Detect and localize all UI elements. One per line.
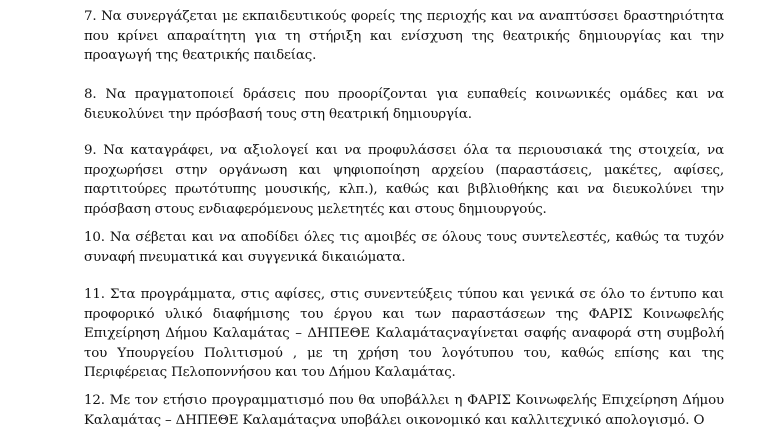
paragraph-item-12: 12. Με τον ετήσιο προγραμματισμό που θα υποβάλλει η ΦΑΡΙΣ Κοινωφελής Επιχείρηση Δήμου Καλαμάτας – ΔΗΠΕΘΕ Καλαμάταςνα υποβάλει οικονομικό και καλλιτεχνικό απολογισμό. Ο bbox=[84, 393, 724, 428]
paragraph-item-8: 8. Να πραγματοποιεί δράσεις που προορίζονται για ευπαθείς κοινωνικές ομάδες και να διευκολύνει την πρόσβασή τους στη θεατρική δημιουργία. bbox=[84, 87, 724, 122]
paragraph-item-9: 9. Να καταγράφει, να αξιολογεί και να προφυλάσσει όλα τα περιουσιακά της στοιχεία, να προχωρήσει στην οργάνωση και ψηφιοποίηση αρχείου (παραστάσεις, μακέτες, αφίσες, παρτιτούρες πρωτότυπης μουσικής, κλπ.), καθώς και βιβλιοθήκης και να διευκολύνει την πρόσβαση στους ενδιαφερόμενους μελετητές και στους δημιουργούς. bbox=[84, 143, 724, 217]
paragraph-item-7: 7. Να συνεργάζεται με εκπαιδευτικούς φορείς της περιοχής και να αναπτύσσει δραστηριότητα που κρίνει απαραίτητη για τη στήριξη και ενίσχυση της θεατρικής δημιουργίας και την προαγωγή της θεατρικής παιδείας. bbox=[84, 9, 724, 64]
paragraph-item-11: 11. Στα προγράμματα, στις αφίσες, στις συνεντεύξεις τύπου και γενικά σε όλο το έντυπο και προφορικό υλικό διαφήμισης του έργου και των παραστάσεων της ΦΑΡΙΣ Κοινωφελής Επιχείρηση Δήμου Καλαμάτας – ΔΗΠΕΘΕ Καλαμάταςναγίνεται σαφής αναφορά στη συμβολή του Υπουργείου Πολιτισμού , με τη χρήση του λογότυπου του, καθώς επίσης και της Περιφέρειας Πελοποννήσου και του Δήμου Καλαμάτας. bbox=[84, 287, 724, 381]
paragraph-item-10: 10. Να σέβεται και να αποδίδει όλες τις αμοιβές σε όλους τους συντελεστές, καθώς τα τυχόν συναφή πνευματικά και συγγενικά δικαιώματα. bbox=[84, 230, 724, 265]
